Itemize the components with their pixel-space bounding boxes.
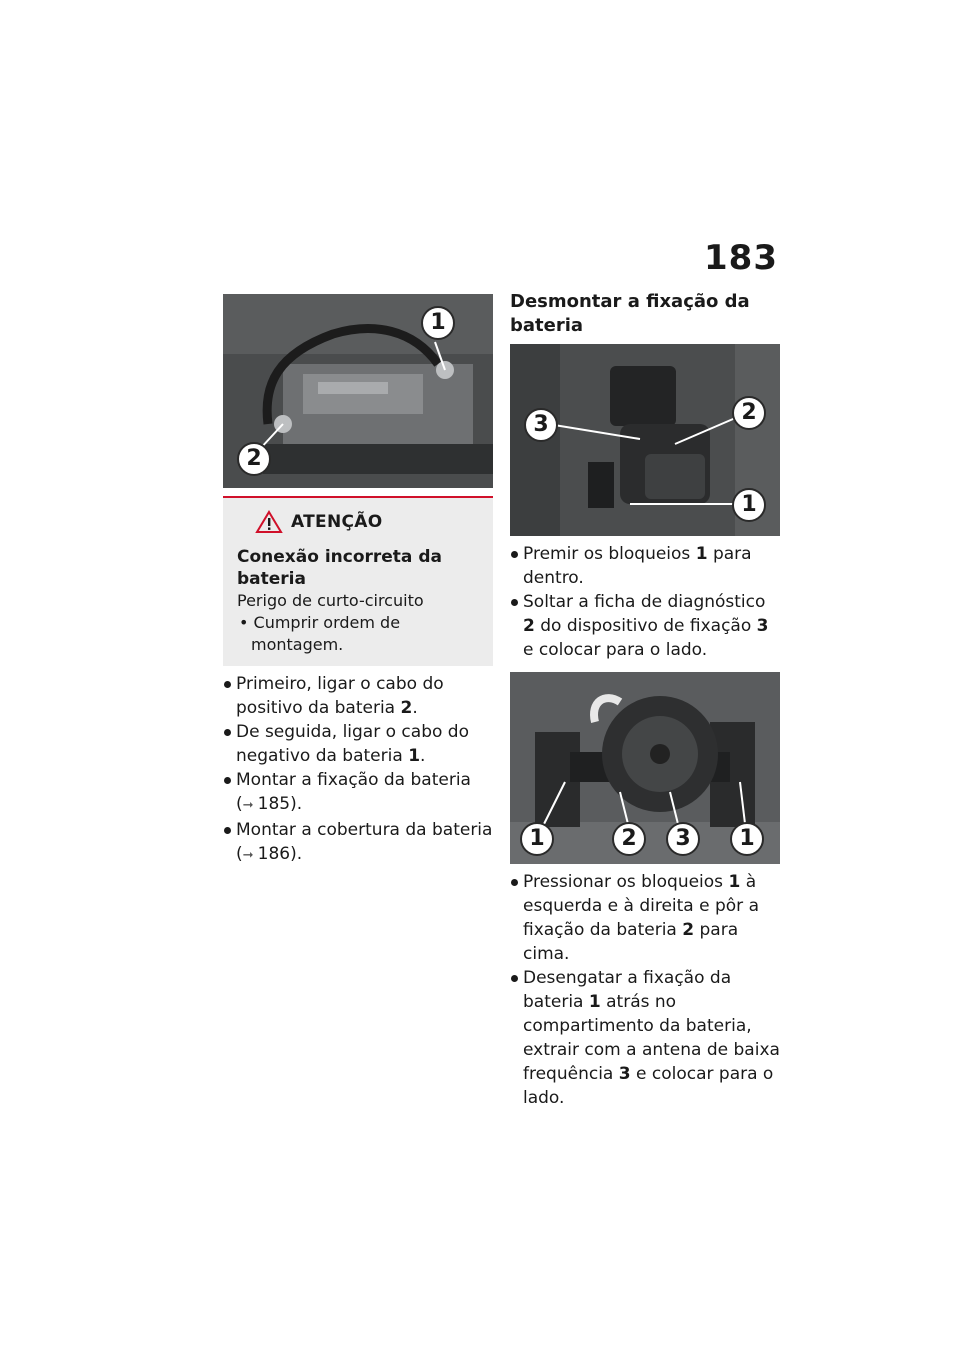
- step-item: De seguida, ligar o cabo do negativo da bateria 1.: [223, 720, 493, 768]
- step-item: Premir os bloqueios 1 para dentro.: [510, 542, 782, 590]
- callout-3: 3: [666, 822, 700, 856]
- right-column: [510, 290, 782, 1110]
- warning-bullet: • Cumprir ordem de montagem.: [239, 613, 401, 654]
- battery-bracket-figure: [510, 672, 780, 864]
- callout-1-right: 1: [730, 822, 764, 856]
- callout-2: 2: [612, 822, 646, 856]
- step-item: Pressionar os bloqueios 1 à esquerda e à direita e pôr a fixação da bateria 2 para cima.: [510, 870, 782, 966]
- callout-1: 1: [732, 488, 766, 522]
- callout-2: 2: [732, 396, 766, 430]
- step-item: Soltar a ficha de diagnóstico 2 do dispositivo de fixação 3 e colocar para o lado.: [510, 590, 782, 662]
- step-item: Montar a fixação da bateria (➞ 185).: [223, 768, 493, 818]
- section-title: Desmontar a fixação da bateria: [510, 291, 750, 336]
- callout-1: 1: [421, 306, 455, 340]
- page-ref-arrow-icon: ➞: [242, 848, 258, 863]
- step-item: Primeiro, ligar o cabo do positivo da bateria 2.: [223, 672, 493, 720]
- warning-box: [223, 496, 493, 666]
- callout-3: 3: [524, 408, 558, 442]
- callout-2: 2: [237, 442, 271, 476]
- page-ref-arrow-icon: ➞: [242, 798, 258, 813]
- warning-header: [255, 510, 483, 534]
- warning-title: ATENÇÃO: [291, 512, 383, 532]
- steps-a: [510, 542, 782, 662]
- warning-text: Perigo de curto-circuito: [237, 591, 424, 610]
- page-ref-link[interactable]: 186: [257, 844, 291, 864]
- left-steps: [223, 672, 493, 868]
- step-item: Montar a cobertura da bateria (➞ 186).: [223, 818, 493, 868]
- warning-subtitle: Conexão incorreta da bateria: [237, 547, 442, 589]
- left-column: [223, 294, 493, 868]
- page-ref-link[interactable]: 185: [257, 794, 291, 814]
- warning-triangle-icon: [255, 510, 283, 534]
- step-item: Desengatar a fixação da bateria 1 atrás no compartimento da bateria, extrair com a antena de baixa frequência 3 e colocar para o lado.: [510, 966, 782, 1110]
- diagnostic-plug-figure: [510, 344, 780, 536]
- callout-1-left: 1: [520, 822, 554, 856]
- battery-cable-figure: [223, 294, 493, 488]
- page-number: 183: [704, 238, 778, 278]
- steps-b: [510, 870, 782, 1110]
